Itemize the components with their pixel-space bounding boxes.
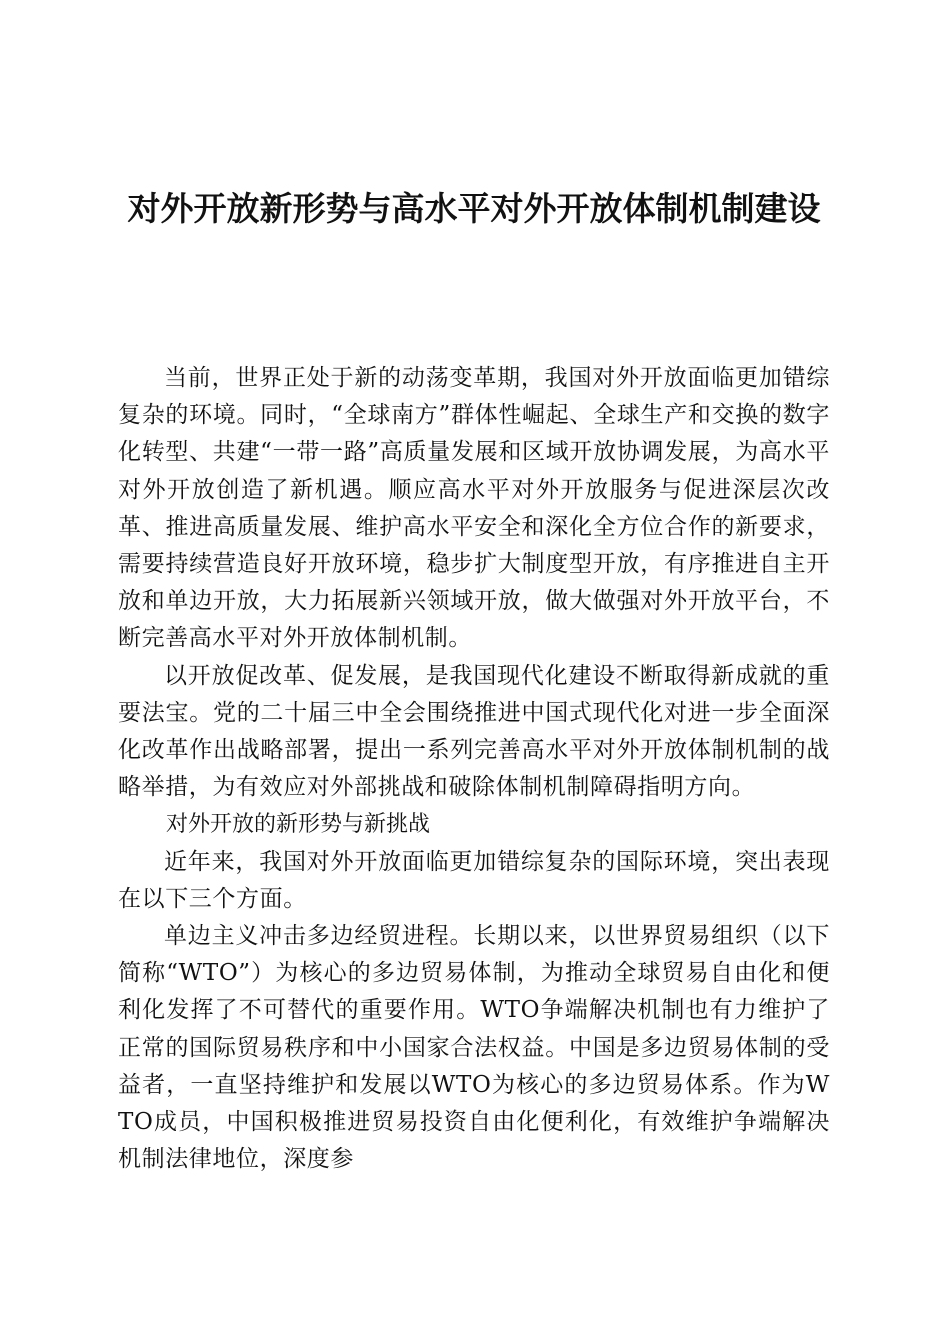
section-paragraph-2: 单边主义冲击多边经贸进程。长期以来，以世界贸易组织（以下简称“WTO”）为核心的多边贸易体制，为推动全球贸易自由化和便利化发挥了不可替代的重要作用。WTO争端解决机制也有力维护了正常的国际贸易秩序和中小国家合法权益。中国是多边贸易体制的受益者，一直坚持维护和发展以WTO为核心的多边贸易体系。作为WTO成员，中国积极推进贸易投资自由化便利化，有效维护争端解决机制法律地位，深度参 <box>118 923 830 1173</box>
intro-paragraph-1: 当前，世界正处于新的动荡变革期，我国对外开放面临更加错综复杂的环境。同时，“全球南方”群体性崛起、全球生产和交换的数字化转型、共建“一带一路”高质量发展和区域开放协调发展，为高水平对外开放创造了新机遇。顺应高水平对外开放服务与促进深层次改革、推进高质量发展、维护高水平安全和深化全方位合作的新要求，需要持续营造良好开放环境，稳步扩大制度型开放，有序推进自主开放和单边开放，大力拓展新兴领域开放，做大做强对外开放平台，不断完善高水平对外开放体制机制。 <box>118 365 830 652</box>
section-heading: 对外开放的新形势与新挑战 <box>166 812 431 838</box>
document-title: 对外开放新形势与高水平对外开放体制机制建设 <box>127 189 821 228</box>
document-body <box>118 360 830 1178</box>
intro-paragraph-2: 以开放促改革、促发展，是我国现代化建设不断取得新成就的重要法宝。党的二十届三中全会围绕推进中国式现代化对进一步全面深化改革作出战略部署，提出一系列完善高水平对外开放体制机制的战略举措，为有效应对外部挑战和破除体制机制障碍指明方向。 <box>118 662 830 801</box>
section-paragraph-1: 近年来，我国对外开放面临更加错综复杂的国际环境，突出表现在以下三个方面。 <box>118 848 830 912</box>
